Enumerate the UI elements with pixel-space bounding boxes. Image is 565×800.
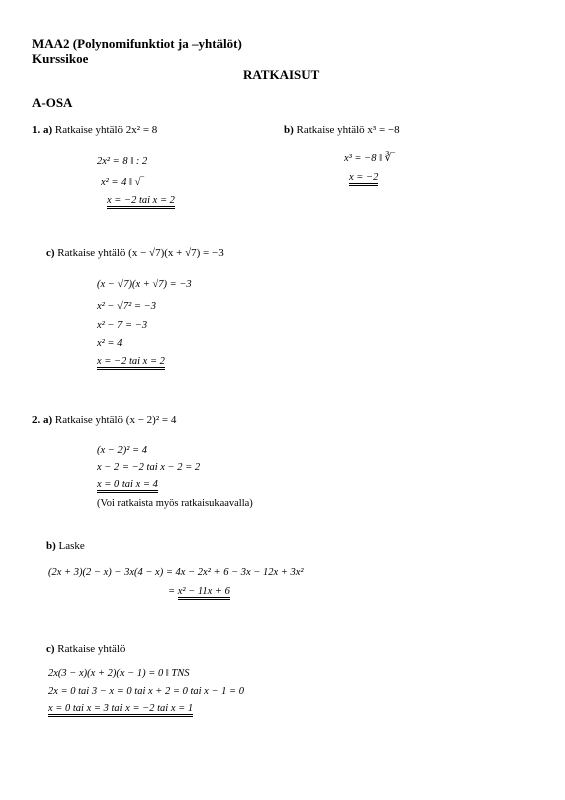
- q1a-prompt: Ratkaise yhtälö 2x² = 8: [54, 124, 158, 136]
- q1c-label: c): [46, 247, 55, 259]
- q2c-answer: x = 0 tai x = 3 tai x = −2 tai x = 1: [48, 703, 193, 717]
- q2b-prompt: Laske: [58, 540, 85, 552]
- q1c-step-3: x² − 7 = −3: [97, 320, 148, 331]
- q1c-answer: x = −2 tai x = 2: [97, 356, 165, 370]
- q2c-prompt: Ratkaise yhtälö: [57, 643, 126, 655]
- q1b-label: b): [284, 124, 294, 136]
- q2b-equals: =: [168, 586, 176, 597]
- q2b-step-2: [168, 586, 230, 597]
- q1c-step-1: (x − √7)(x + √7) = −3: [97, 279, 192, 290]
- q2c-step-1: 2x(3 − x)(x + 2)(x − 1) = 0 ‖ TNS: [48, 668, 190, 679]
- page-title: RATKAISUT: [243, 67, 320, 82]
- q2a-step-2: x − 2 = −2 tai x − 2 = 2: [97, 462, 201, 473]
- q1c-prompt: Ratkaise yhtälö (x − √7)(x + √7) = −3: [57, 247, 224, 259]
- q1b-step-1: x³ = −8 ‖ ∛‾: [344, 153, 395, 164]
- q1-heading: [32, 124, 157, 136]
- q2a-step-1: (x − 2)² = 4: [97, 445, 147, 456]
- q2b-heading: [46, 540, 85, 552]
- q1-number: 1.: [32, 124, 41, 136]
- q1a-step-1: 2x² = 8 ‖ : 2: [97, 156, 148, 167]
- q1a-step-2: x² = 4 ‖ √‾: [101, 177, 144, 188]
- section-title: A-OSA: [32, 95, 73, 110]
- q2b-answer: x² − 11x + 6: [178, 586, 230, 600]
- q1c-heading: [46, 247, 224, 259]
- q2c-label: c): [46, 643, 55, 655]
- q1a-label: a): [43, 124, 53, 136]
- q1b-heading: [284, 124, 400, 136]
- q2a-note: (Voi ratkaista myös ratkaisukaavalla): [97, 498, 253, 509]
- q2c-step-2: 2x = 0 tai 3 − x = 0 tai x + 2 = 0 tai x − 1 = 0: [48, 686, 244, 697]
- q2b-label: b): [46, 540, 56, 552]
- q2c-heading: [46, 643, 125, 655]
- q2a-answer: x = 0 tai x = 4: [97, 479, 158, 493]
- q1c-step-4: x² = 4: [97, 338, 123, 349]
- q2-number: 2.: [32, 414, 41, 426]
- q1b-answer: x = −2: [349, 172, 378, 186]
- q2a-label: a): [43, 414, 53, 426]
- course-title: MAA2 (Polynomifunktiot ja –yhtälöt): [32, 36, 242, 51]
- q1b-prompt: Ratkaise yhtälö x³ = −8: [296, 124, 400, 136]
- q2b-step-1: (2x + 3)(2 − x) − 3x(4 − x) = 4x − 2x² + 6 − 3x − 12x + 3x²: [48, 567, 304, 578]
- q1a-answer: x = −2 tai x = 2: [107, 195, 175, 209]
- exam-title: Kurssikoe: [32, 51, 89, 66]
- q2a-prompt: Ratkaise yhtälö (x − 2)² = 4: [54, 414, 177, 426]
- q1c-step-2: x² − √7² = −3: [97, 301, 156, 312]
- q2-heading: [32, 414, 176, 426]
